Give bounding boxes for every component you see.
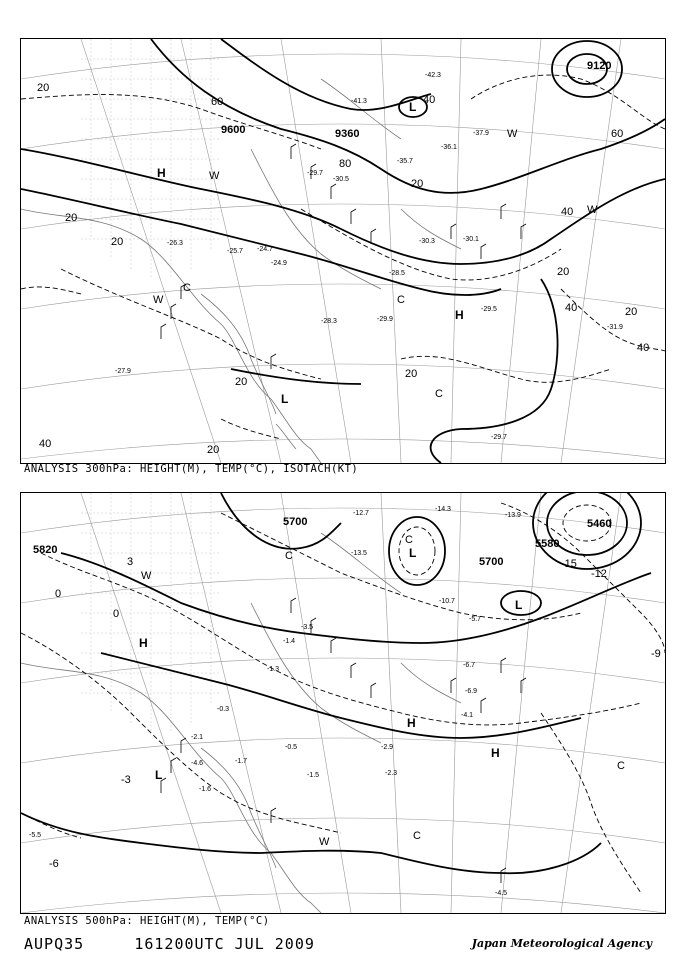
isotherm-label: -15	[561, 558, 577, 570]
high-center: H	[407, 716, 416, 730]
station-temp: -2.9	[381, 744, 394, 751]
station-temp: -2.3	[385, 770, 398, 777]
analysis-500hpa-map	[20, 492, 666, 914]
isotach-label: 40	[637, 342, 650, 354]
cold-marker: C	[413, 830, 421, 842]
station-temp: -3.5	[301, 624, 314, 631]
isotach-label: 20	[405, 368, 418, 380]
station-temp: -26.3	[167, 240, 183, 247]
isotherm-label: 3	[127, 556, 134, 568]
low-center: L	[409, 546, 417, 560]
station-temp: -12.7	[353, 510, 369, 517]
height-label: 9360	[335, 128, 360, 140]
station-temp: -29.7	[491, 434, 507, 441]
station-temp: -2.1	[191, 734, 204, 741]
low-center: L	[515, 598, 523, 612]
station-temp: -4.5	[495, 890, 508, 897]
station-temp: -6.7	[463, 662, 476, 669]
chart-identifier	[24, 935, 315, 953]
height-label: 9600	[221, 124, 246, 136]
cold-marker: C	[183, 282, 191, 294]
graticule	[21, 39, 665, 463]
station-temp: -24.9	[271, 260, 287, 267]
height-contours	[21, 493, 651, 873]
high-center: H	[491, 746, 500, 760]
station-temp: -28.3	[321, 318, 337, 325]
station-temp: -30.1	[463, 236, 479, 243]
isotach-label: 20	[235, 376, 248, 388]
station-temp: -1.5	[307, 772, 320, 779]
isotach-label: 40	[565, 302, 578, 314]
isotach-label: 60	[211, 96, 224, 108]
cold-marker: C	[397, 294, 405, 306]
height-label: 5580	[535, 538, 560, 550]
station-temp: -36.1	[441, 144, 457, 151]
isotherm-label: -9	[651, 648, 661, 660]
station-temp: -28.5	[389, 270, 405, 277]
station-temp: -29.9	[377, 316, 393, 323]
cold-marker: C	[285, 550, 293, 562]
station-temp: -4.1	[461, 712, 474, 719]
warm-marker: W	[319, 836, 330, 848]
isotach-label: 20	[411, 178, 424, 190]
station-temp: -13.5	[351, 550, 367, 557]
land-hatching	[81, 39, 224, 279]
isotherm-label: -12	[591, 568, 607, 580]
isotherm-label: -3	[121, 774, 131, 786]
station-temp: -30.3	[419, 238, 435, 245]
isotach-label: 20	[207, 444, 220, 456]
station-temp: -1.7	[235, 758, 248, 765]
chart-caption-300hpa: ANALYSIS 300hPa: HEIGHT(M), TEMP(°C), ISOTACH(KT)	[24, 463, 359, 475]
warm-marker: W	[153, 294, 164, 306]
agency-credit: Japan Meteorological Agency	[471, 937, 652, 950]
valid-time: 161200UTC JUL 2009	[134, 935, 315, 953]
cold-marker: C	[617, 760, 625, 772]
station-temp: -31.9	[607, 324, 623, 331]
isotherm-label: 0	[113, 608, 120, 620]
cold-marker: C	[435, 388, 443, 400]
station-temp: -1.3	[267, 666, 280, 673]
station-temp: -25.7	[227, 248, 243, 255]
station-temp: -29.5	[481, 306, 497, 313]
height-label: 5700	[479, 556, 504, 568]
station-temp: -41.3	[351, 98, 367, 105]
height-label: 5460	[587, 518, 612, 530]
warm-marker: W	[141, 570, 152, 582]
chart-code: AUPQ35	[24, 935, 85, 953]
isotach-label: 60	[611, 128, 624, 140]
station-temp: -37.9	[473, 130, 489, 137]
station-temp: -35.7	[397, 158, 413, 165]
isotach-label: 40	[423, 94, 436, 106]
station-temp: -6.9	[465, 688, 478, 695]
height-label: 5700	[283, 516, 308, 528]
station-temp: -5.7	[469, 616, 482, 623]
station-temp: -29.7	[307, 170, 323, 177]
wind-barbs	[161, 598, 526, 883]
low-center: L	[281, 392, 289, 406]
isotach-label: 80	[339, 158, 352, 170]
isotach-label: 20	[557, 266, 570, 278]
station-temp: -1.6	[199, 786, 212, 793]
station-temp: -0.3	[217, 706, 230, 713]
station-temp: -30.5	[333, 176, 349, 183]
station-temp: -13.9	[505, 512, 521, 519]
cold-marker: C	[405, 534, 413, 546]
isotherm-label: 0	[55, 588, 62, 600]
high-center: H	[139, 636, 148, 650]
height-label: 5820	[33, 544, 58, 556]
warm-marker: W	[507, 128, 518, 140]
isotach-label: 40	[561, 206, 574, 218]
land-hatching	[81, 493, 221, 733]
station-temp: -14.3	[435, 506, 451, 513]
chart-caption-500hpa: ANALYSIS 500hPa: HEIGHT(M), TEMP(°C)	[24, 915, 270, 927]
station-temp: -24.7	[257, 246, 273, 253]
warm-marker: W	[587, 204, 598, 216]
isotach-label: 20	[625, 306, 638, 318]
height-contours	[21, 39, 665, 463]
high-center: H	[157, 166, 166, 180]
height-label: 9120	[587, 60, 612, 72]
low-center: L	[155, 768, 163, 782]
isotherm-label: -6	[49, 858, 59, 870]
isotach-label: 40	[39, 438, 52, 450]
station-temp: -0.5	[285, 744, 298, 751]
analysis-300hpa-map	[20, 38, 666, 464]
station-temp: -5.5	[29, 832, 42, 839]
isotach-label: 20	[37, 82, 50, 94]
station-temp: -10.7	[439, 598, 455, 605]
station-temp: -42.3	[425, 72, 441, 79]
isotach-label: 20	[111, 236, 124, 248]
station-temp: -4.6	[191, 760, 204, 767]
warm-marker: W	[209, 170, 220, 182]
station-temp: -1.4	[283, 638, 296, 645]
isotach-label: 20	[65, 212, 78, 224]
high-center: H	[455, 308, 464, 322]
low-center: L	[409, 100, 417, 114]
station-temp: -27.9	[115, 368, 131, 375]
